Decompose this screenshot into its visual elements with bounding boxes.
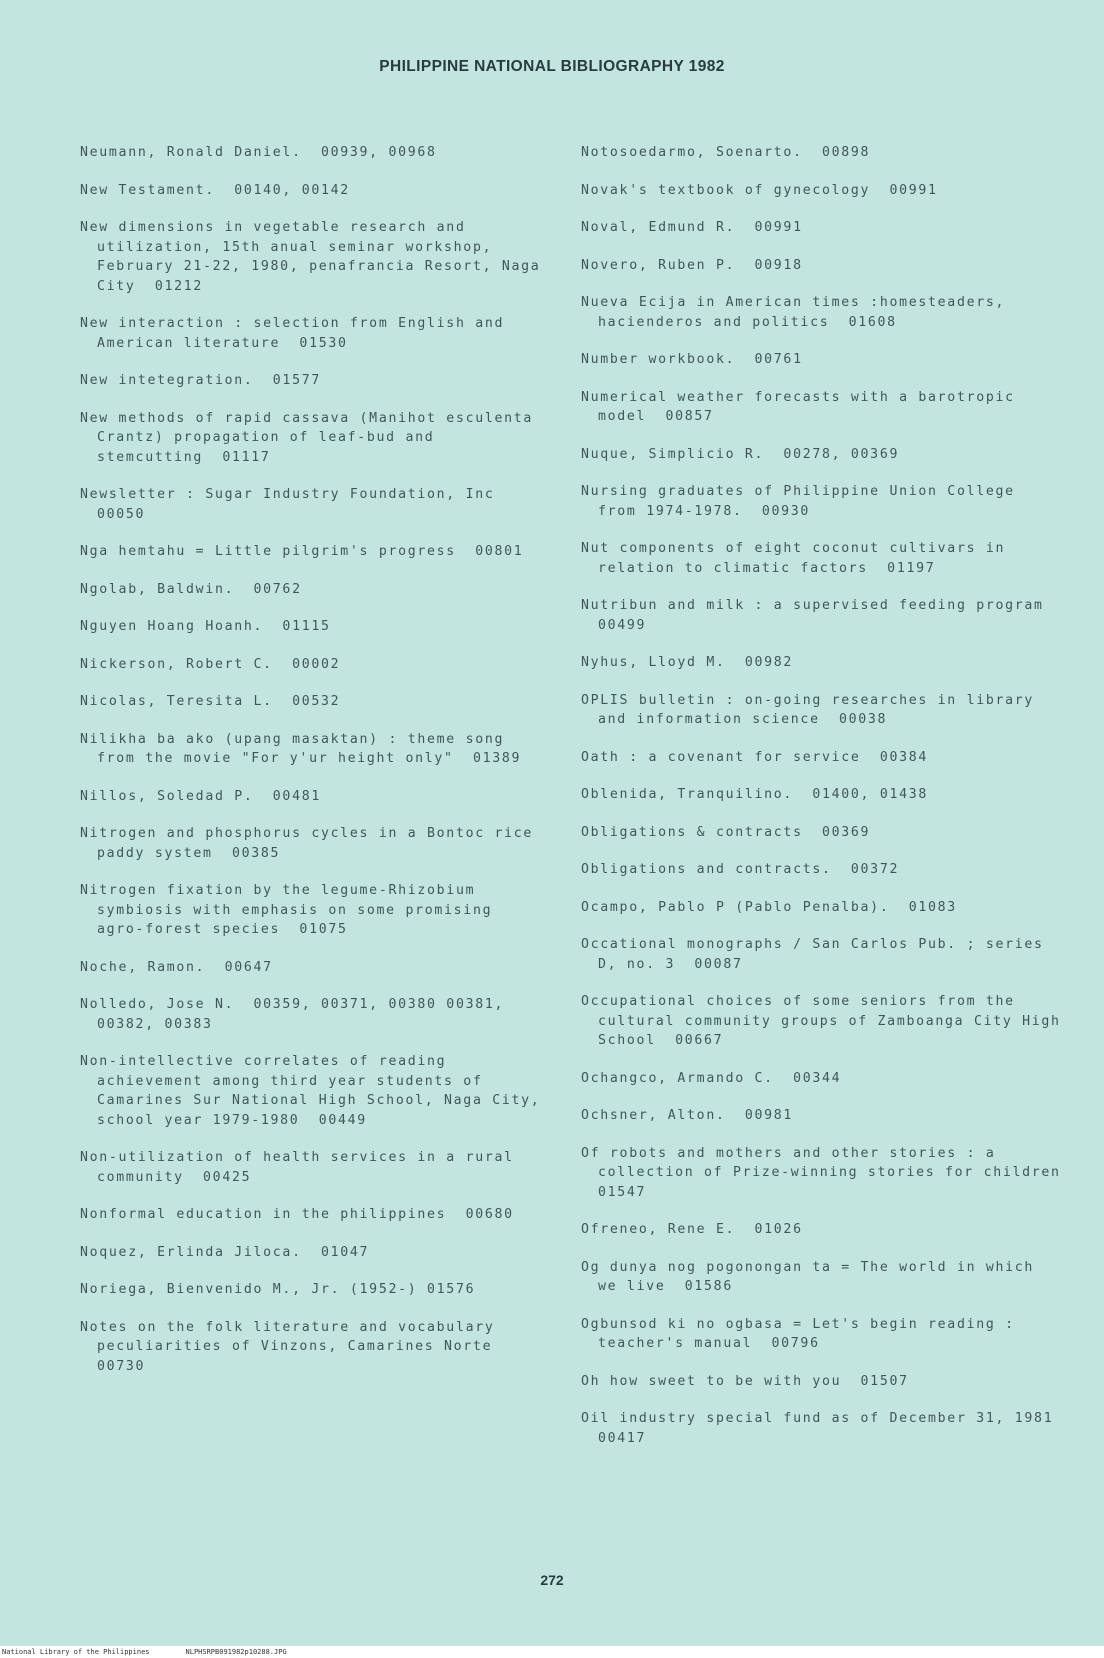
bibliography-entry: New interaction : selection from English and American literature 01530	[80, 316, 514, 351]
bibliography-entry: Neumann, Ronald Daniel. 00939, 00968	[80, 145, 437, 160]
scan-footer	[0, 1646, 1104, 1658]
bibliography-entry: Nicolas, Teresita L. 00532	[80, 694, 341, 709]
left-column	[80, 143, 550, 1394]
bibliography-entry: Nonformal education in the philippines 00680	[80, 1207, 514, 1222]
bibliography-entry: Nitrogen and phosphorus cycles in a Bontoc rice paddy system 00385	[80, 826, 543, 861]
bibliography-entry: Nilikha ba ako (upang masaktan) : theme song from the movie "For y'ur height only" 01389	[80, 731, 522, 766]
bibliography-entry: Non-utilization of health services in a rural community 00425	[80, 1150, 524, 1185]
bibliography-entry: OPLIS bulletin : on-going researches in library and information science 00038	[581, 692, 1044, 727]
bibliography-entry: Non-intellective correlates of reading achievement among third year students of Camarines Sur National High School, Naga City, school year 1979-1980 00449	[80, 1054, 551, 1128]
bibliography-entry: Ogbunsod ki no ogbasa = Let's begin reading : teacher's manual 00796	[581, 1316, 1025, 1351]
bibliography-entry: Nuque, Simplicio R. 00278, 00369	[581, 446, 900, 462]
bibliography-entry: Oh how sweet to be with you 01507	[581, 1373, 909, 1389]
bibliography-entry: Ofreneo, Rene E. 01026	[581, 1222, 803, 1237]
bibliography-entry: Notosoedarmo, Soenarto. 00898	[581, 145, 871, 160]
bibliography-entry: Nut components of eight coconut cultivars in relation to climatic factors 01197	[581, 541, 1015, 576]
bibliography-entry: Occational monographs / San Carlos Pub. ; series D, no. 3 00087	[581, 937, 1054, 972]
bibliography-entry: Noriega, Bienvenido M., Jr. (1952-) 01576	[80, 1282, 476, 1297]
footer-source: National Library of the Philippines	[2, 1648, 150, 1656]
bibliography-entry: Noval, Edmund R. 00991	[581, 220, 803, 235]
bibliography-entry: Ochsner, Alton. 00981	[581, 1108, 794, 1123]
bibliography-entry: Obligations and contracts. 00372	[581, 862, 900, 877]
bibliography-entry: Nueva Ecija in American times :homesteaders, hacienderos and politics 01608	[581, 295, 1015, 330]
bibliography-entry: Nga hemtahu = Little pilgrim's progress 00801	[80, 544, 524, 559]
bibliography-entry: Nitrogen fixation by the legume-Rhizobium symbiosis with emphasis on some promising agro-forest species 01075	[80, 883, 502, 937]
bibliography-entry: Number workbook. 00761	[581, 352, 803, 367]
bibliography-entry: Occupational choices of some seniors from the cultural community groups of Zamboanga City High School 00667	[581, 994, 1071, 1048]
bibliography-entry: Obligations & contracts 00369	[581, 824, 871, 840]
bibliography-entry: Novero, Ruben P. 00918	[581, 257, 803, 273]
bibliography-entry: New Testament. 00140, 00142	[80, 182, 350, 198]
page-number: 272	[540, 1572, 564, 1588]
bibliography-entry: New intetegration. 01577	[80, 373, 321, 388]
bibliography-entry: Numerical weather forecasts with a barotropic model 00857	[581, 389, 1025, 424]
footer-file-name: NLPHSRPB091982p10288.JPG	[185, 1648, 287, 1656]
bibliography-entry: New dimensions in vegetable research and utilization, 15th anual seminar workshop, February 21-22, 1980, penafrancia Resort, Naga City 01212	[80, 220, 551, 294]
bibliography-entry: Og dunya nog pogonongan ta = The world in which we live 01586	[581, 1259, 1044, 1294]
bibliography-entry: Noquez, Erlinda Jiloca. 01047	[80, 1244, 370, 1260]
page-header: PHILIPPINE NATIONAL BIBLIOGRAPHY 1982	[379, 58, 725, 75]
bibliography-entry: Ocampo, Pablo P (Pablo Penalba). 01083	[581, 899, 957, 915]
bibliography-entry: Ngolab, Baldwin. 00762	[80, 581, 302, 597]
bibliography-entry: Oil industry special fund as of December 31, 1981 00417	[581, 1411, 1073, 1446]
bibliography-entry: Ochangco, Armando C. 00344	[581, 1070, 842, 1086]
bibliography-entry: Nickerson, Robert C. 00002	[80, 656, 341, 672]
bibliography-entry: Nillos, Soledad P. 00481	[80, 788, 321, 804]
bibliography-entry: Noche, Ramon. 00647	[80, 959, 273, 975]
right-column	[581, 143, 1080, 1466]
bibliography-entry: New methods of rapid cassava (Manihot esculenta Crantz) propagation of leaf-bud and stemcutting 01117	[80, 410, 543, 465]
bibliography-entry: Nutribun and milk : a supervised feeding program 00499	[581, 598, 1063, 633]
bibliography-entry: Nursing graduates of Philippine Union College from 1974-1978. 00930	[581, 484, 1025, 519]
bibliography-entry: Novak's textbook of gynecology 00991	[581, 182, 938, 198]
bibliography-entry: Nyhus, Lloyd M. 00982	[581, 655, 794, 670]
bibliography-entry: Oath : a covenant for service 00384	[581, 749, 929, 765]
bibliography-entry: Newsletter : Sugar Industry Foundation, Inc 00050	[80, 487, 514, 522]
bibliography-entry: Of robots and mothers and other stories : a collection of Prize-winning stories for children 01547	[581, 1145, 1080, 1200]
bibliography-entry: Oblenida, Tranquilino. 01400, 01438	[581, 787, 929, 802]
bibliography-entry: Notes on the folk literature and vocabulary peculiarities of Vinzons, Camarines Norte 00730	[80, 1319, 512, 1374]
bibliography-entry: Nguyen Hoang Hoanh. 01115	[80, 619, 331, 634]
bibliography-entry: Nolledo, Jose N. 00359, 00371, 00380 00381, 00382, 00383	[80, 997, 514, 1032]
